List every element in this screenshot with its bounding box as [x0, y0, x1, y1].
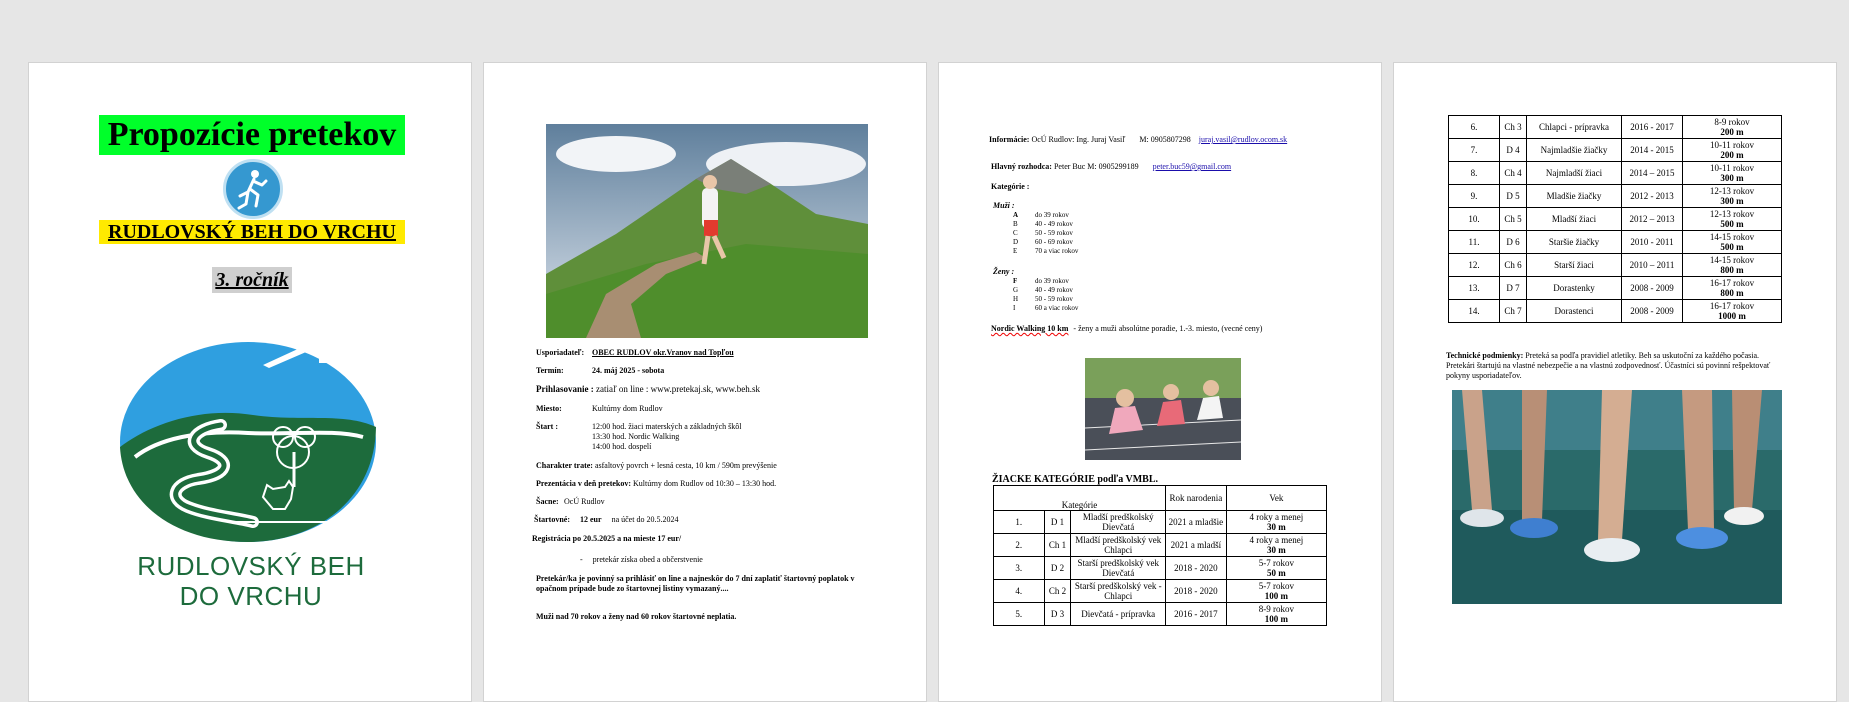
- table-row: [1449, 300, 1782, 323]
- row-code: D 7: [1500, 277, 1527, 300]
- start-times: [592, 422, 742, 452]
- registration-label: Prihlasovanie :: [536, 384, 594, 394]
- presentation-value: Kultúrny dom Rudlov od 10:30 – 13:30 hod.: [633, 479, 777, 488]
- document-page-1: [28, 62, 472, 702]
- row-age: [1683, 116, 1782, 139]
- category-range: 60 a viac rokov: [1035, 304, 1079, 312]
- event-subtitle: RUDLOVSKÝ BEH DO VRCHU: [99, 220, 405, 244]
- row-number: 11.: [1449, 231, 1500, 254]
- category-item: [1013, 238, 1073, 246]
- organizer-label: Usporiadateľ:: [536, 348, 585, 357]
- row-distance: 100 m: [1264, 591, 1288, 601]
- logo-text-line-2: DO VRCHU: [179, 581, 323, 611]
- presentation-label: Prezentácia v deň pretekov:: [536, 479, 632, 488]
- prizes-label: Šacne:: [536, 497, 559, 506]
- category-item: [1013, 304, 1078, 312]
- row-category: Mladší žiaci: [1527, 208, 1622, 231]
- row-year: 2021 a mladší: [1165, 534, 1226, 557]
- row-distance: 200 m: [1720, 127, 1744, 137]
- row-code: Ch 3: [1500, 116, 1527, 139]
- referee-email-link[interactable]: peter.buc59@gmail.com: [1152, 162, 1232, 171]
- row-number: 12.: [1449, 254, 1500, 277]
- track-label: Charakter trate:: [536, 461, 593, 470]
- row-number: 5.: [994, 603, 1045, 626]
- logo-text-line-1: RUDLOVSKÝ BEH: [137, 551, 365, 581]
- category-item: [1013, 286, 1073, 294]
- category-item: [1013, 295, 1073, 303]
- registration-notice: Pretekár/ka je povinný sa prihlásiť on line a najneskôr do 7 dní zaplatiť štartovný poplatok v opačnom prípade bude zo štartovnej listiny vymazaný....: [536, 574, 855, 593]
- nordic-row: [991, 324, 1262, 334]
- category-code: F: [1013, 277, 1018, 285]
- kids-categories-table: [993, 485, 1327, 626]
- row-code: D 2: [1044, 557, 1071, 580]
- row-age-text: 16-17 rokov: [1709, 278, 1755, 288]
- row-age: [1226, 511, 1326, 534]
- header-category: Kategórie: [994, 486, 1166, 511]
- category-range: do 39 rokov: [1035, 211, 1069, 219]
- organizer-row: [536, 348, 734, 358]
- row-age: [1683, 139, 1782, 162]
- table-row: [994, 580, 1327, 603]
- place-label: Miesto:: [536, 404, 562, 413]
- category-code: B: [1013, 220, 1018, 228]
- row-code: Ch 7: [1500, 300, 1527, 323]
- kids-categories-table-continued: [1448, 115, 1782, 323]
- row-age: [1683, 300, 1782, 323]
- category-code: C: [1013, 229, 1018, 237]
- category-item: [1013, 211, 1069, 219]
- start-time-nordic: 13:30 hod. Nordic Walking: [592, 432, 680, 441]
- row-year: 2018 - 2020: [1165, 557, 1226, 580]
- row-age-text: 14-15 rokov: [1709, 255, 1755, 265]
- row-year: 2016 - 2017: [1165, 603, 1226, 626]
- referee-label: Hlavný rozhodca:: [991, 162, 1052, 171]
- technical-conditions-label: Technické podmienky:: [1446, 351, 1524, 360]
- row-distance: 800 m: [1720, 288, 1744, 298]
- row-distance: 800 m: [1720, 265, 1744, 275]
- row-category: Najmladšie žiačky: [1527, 139, 1622, 162]
- row-number: 6.: [1449, 116, 1500, 139]
- row-age-text: 4 roky a menej: [1249, 535, 1304, 545]
- category-range: 50 - 59 rokov: [1035, 229, 1073, 237]
- row-age: [1683, 208, 1782, 231]
- row-number: 7.: [1449, 139, 1500, 162]
- track-row: [536, 461, 777, 471]
- row-code: D 3: [1044, 603, 1071, 626]
- row-category: Starší predškolský vek Dievčatá: [1071, 557, 1166, 580]
- runners-legs-photo: [1452, 390, 1782, 604]
- category-item: [1013, 277, 1069, 285]
- fee-note: na účet do 20.5.2024: [611, 515, 679, 524]
- table-row: [1449, 185, 1782, 208]
- row-year: 2008 - 2009: [1622, 277, 1683, 300]
- row-code: Ch 2: [1044, 580, 1071, 603]
- registration-row: [536, 384, 760, 394]
- runner-icon: [223, 159, 283, 219]
- categories-label: Kategórie :: [991, 182, 1030, 191]
- row-category: Najmladší žiaci: [1527, 162, 1622, 185]
- onsite-registration: Registrácia po 20.5.2025 a na mieste 17 eur/: [532, 534, 682, 543]
- row-year: 2008 - 2009: [1622, 300, 1683, 323]
- row-code: Ch 4: [1500, 162, 1527, 185]
- row-code: Ch 1: [1044, 534, 1071, 557]
- row-number: 13.: [1449, 277, 1500, 300]
- row-age-text: 8-9 rokov: [1258, 604, 1294, 614]
- row-code: D 5: [1500, 185, 1527, 208]
- row-category: Mladší predškolský vek Chlapci: [1071, 534, 1166, 557]
- category-code: E: [1013, 247, 1018, 255]
- fee-label: Štartovné:: [534, 515, 570, 524]
- table-row: [1449, 208, 1782, 231]
- free-entry-note: Muži nad 70 rokov a ženy nad 60 rokov štartovné neplatia.: [536, 612, 737, 621]
- info-value: OcÚ Rudlov: Ing. Juraj Vasiľ: [1031, 135, 1126, 144]
- category-item: [1013, 229, 1073, 237]
- row-year: 2018 - 2020: [1165, 580, 1226, 603]
- row-year: 2016 - 2017: [1622, 116, 1683, 139]
- row-number: 3.: [994, 557, 1045, 580]
- row-category: Dorastenci: [1527, 300, 1622, 323]
- row-distance: 1000 m: [1718, 311, 1746, 321]
- edition-label: 3. ročník: [212, 267, 292, 293]
- prizes-row: [536, 497, 605, 507]
- event-logo: [113, 337, 383, 547]
- row-distance: 30 m: [1266, 522, 1286, 532]
- row-age-text: 10-11 rokov: [1710, 140, 1754, 150]
- table-header-row: [994, 486, 1327, 511]
- row-code: D 1: [1044, 511, 1071, 534]
- referee-row: [991, 162, 1231, 172]
- row-distance: 300 m: [1720, 173, 1744, 183]
- category-code: A: [1013, 211, 1019, 219]
- row-distance: 200 m: [1720, 150, 1744, 160]
- category-code: H: [1013, 295, 1019, 303]
- bullet-text: pretekár získa obed a občerstvenie: [592, 555, 703, 564]
- presentation-row: [536, 479, 776, 489]
- row-year: 2010 – 2011: [1622, 254, 1683, 277]
- table-row: [1449, 277, 1782, 300]
- place-value: Kultúrny dom Rudlov: [592, 404, 663, 413]
- row-number: 14.: [1449, 300, 1500, 323]
- start-time-adults: 14:00 hod. dospelí: [592, 442, 652, 451]
- women-label: Ženy :: [993, 267, 1015, 276]
- row-age: [1226, 534, 1326, 557]
- row-code: Ch 6: [1500, 254, 1527, 277]
- document-page-3: [938, 62, 1382, 702]
- row-year: 2021 a mladšie: [1165, 511, 1226, 534]
- row-year: 2012 – 2013: [1622, 208, 1683, 231]
- row-year: 2012 - 2013: [1622, 185, 1683, 208]
- row-number: 9.: [1449, 185, 1500, 208]
- info-email-link[interactable]: juraj.vasil@rudlov.ocom.sk: [1198, 135, 1288, 144]
- row-number: 2.: [994, 534, 1045, 557]
- row-age-text: 12-13 rokov: [1709, 186, 1755, 196]
- row-category: Dorastenky: [1527, 277, 1622, 300]
- row-age-text: 12-13 rokov: [1709, 209, 1755, 219]
- category-code: G: [1013, 286, 1019, 294]
- row-category: Chlapci - prípravka: [1527, 116, 1622, 139]
- category-code: D: [1013, 238, 1019, 246]
- table-row: [994, 603, 1327, 626]
- table-row: [994, 511, 1327, 534]
- row-code: D 4: [1500, 139, 1527, 162]
- header-year: Rok narodenia: [1165, 486, 1226, 511]
- table-row: [1449, 139, 1782, 162]
- category-item: [1013, 220, 1073, 228]
- row-number: 1.: [994, 511, 1045, 534]
- date-value: 24. máj 2025 - sobota: [592, 366, 665, 375]
- row-age: [1683, 254, 1782, 277]
- row-number: 10.: [1449, 208, 1500, 231]
- row-distance: 50 m: [1266, 568, 1286, 578]
- table-row: [1449, 116, 1782, 139]
- technical-conditions: [1446, 351, 1776, 381]
- row-category: Mladšie žiačky: [1527, 185, 1622, 208]
- mountain-runner-photo: [546, 124, 868, 338]
- track-value: asfaltový povrch + lesná cesta, 10 km / 590m prevýšenie: [594, 461, 777, 470]
- category-range: 50 - 59 rokov: [1035, 295, 1073, 303]
- row-category: Mladší predškolský Dievčatá: [1071, 511, 1166, 534]
- table-row: [1449, 254, 1782, 277]
- row-year: 2014 - 2015: [1622, 139, 1683, 162]
- row-age-text: 5-7 rokov: [1258, 558, 1294, 568]
- row-category: Dievčatá - prípravka: [1071, 603, 1166, 626]
- table-row: [994, 557, 1327, 580]
- start-row: [536, 422, 742, 452]
- row-number: 8.: [1449, 162, 1500, 185]
- category-range: 40 - 49 rokov: [1035, 286, 1073, 294]
- date-label: Termín:: [536, 366, 564, 375]
- fee-value: 12 eur: [580, 515, 602, 524]
- row-code: Ch 5: [1500, 208, 1527, 231]
- row-category: Starší predškolský vek - Chlapci: [1071, 580, 1166, 603]
- row-code: D 6: [1500, 231, 1527, 254]
- row-category: Starší žiaci: [1527, 254, 1622, 277]
- row-age-text: 5-7 rokov: [1258, 581, 1294, 591]
- category-item: [1013, 247, 1078, 255]
- start-time-kids: 12:00 hod. žiaci materských a základných škôl: [592, 422, 742, 431]
- prizes-value: OcÚ Rudlov: [564, 497, 605, 506]
- referee-value: Peter Buc M: 0905299189: [1053, 162, 1139, 171]
- fee-row: [534, 515, 678, 525]
- row-category: Staršie žiačky: [1527, 231, 1622, 254]
- row-distance: 500 m: [1720, 242, 1744, 252]
- row-age: [1226, 603, 1326, 626]
- row-age-text: 16-17 rokov: [1709, 301, 1755, 311]
- category-code: I: [1013, 304, 1016, 312]
- row-age: [1683, 231, 1782, 254]
- row-number: 4.: [994, 580, 1045, 603]
- category-range: 70 a viac rokov: [1035, 247, 1079, 255]
- kids-start-photo: [1085, 358, 1241, 460]
- men-label: Muži :: [993, 201, 1015, 210]
- info-phone: M: 0905807298: [1139, 135, 1191, 144]
- category-range: 60 - 69 rokov: [1035, 238, 1073, 246]
- row-age: [1226, 557, 1326, 580]
- row-distance: 100 m: [1264, 614, 1288, 624]
- row-distance: 30 m: [1266, 545, 1286, 555]
- kids-categories-title: ŽIACKE KATEGÓRIE podľa VMBL.: [992, 474, 1159, 485]
- row-age: [1683, 277, 1782, 300]
- document-page-4: [1393, 62, 1837, 702]
- document-page-2: [483, 62, 927, 702]
- header-age: Vek: [1226, 486, 1326, 511]
- nordic-label: Nordic Walking 10 km: [991, 324, 1069, 333]
- row-age: [1226, 580, 1326, 603]
- row-distance: 300 m: [1720, 196, 1744, 206]
- table-row: [1449, 162, 1782, 185]
- category-range: do 39 rokov: [1035, 277, 1069, 285]
- category-range: 40 - 49 rokov: [1035, 220, 1073, 228]
- registration-value[interactable]: zatiaľ on line : www.pretekaj.sk, www.beh.sk: [596, 384, 760, 394]
- place-row: [536, 404, 663, 414]
- page-title: Propozície pretekov: [99, 115, 405, 155]
- logo-text: [89, 551, 413, 611]
- row-age-text: 14-15 rokov: [1709, 232, 1755, 242]
- row-year: 2010 - 2011: [1622, 231, 1683, 254]
- start-label: Štart :: [536, 422, 558, 431]
- info-label: Informácie:: [989, 135, 1030, 144]
- row-age-text: 4 roky a menej: [1249, 512, 1304, 522]
- row-age: [1683, 185, 1782, 208]
- row-age: [1683, 162, 1782, 185]
- table-row: [994, 534, 1327, 557]
- table-row: [1449, 231, 1782, 254]
- nordic-value: - ženy a muži absolútne poradie, 1.-3. miesto, (vecné ceny): [1073, 324, 1263, 333]
- row-age-text: 8-9 rokov: [1714, 117, 1750, 127]
- bullet-item: - pretekár získa obed a občerstvenie: [580, 555, 703, 564]
- date-row: [536, 366, 664, 376]
- organizer-value: OBEC RUDLOV okr.Vranov nad Topľou: [592, 348, 734, 357]
- row-year: 2014 – 2015: [1622, 162, 1683, 185]
- info-row: [989, 135, 1287, 145]
- technical-conditions-text: Preteká sa podľa pravidiel atletiky. Beh sa uskutoční za každého počasia. Pretekári štartujú na vlastné nebezpečie a na vlastnú zodpovednosť. Účastníci sú povinní rešpektovať pokyny usporiadateľov.: [1446, 351, 1771, 380]
- row-distance: 500 m: [1720, 219, 1744, 229]
- row-age-text: 10-11 rokov: [1710, 163, 1754, 173]
